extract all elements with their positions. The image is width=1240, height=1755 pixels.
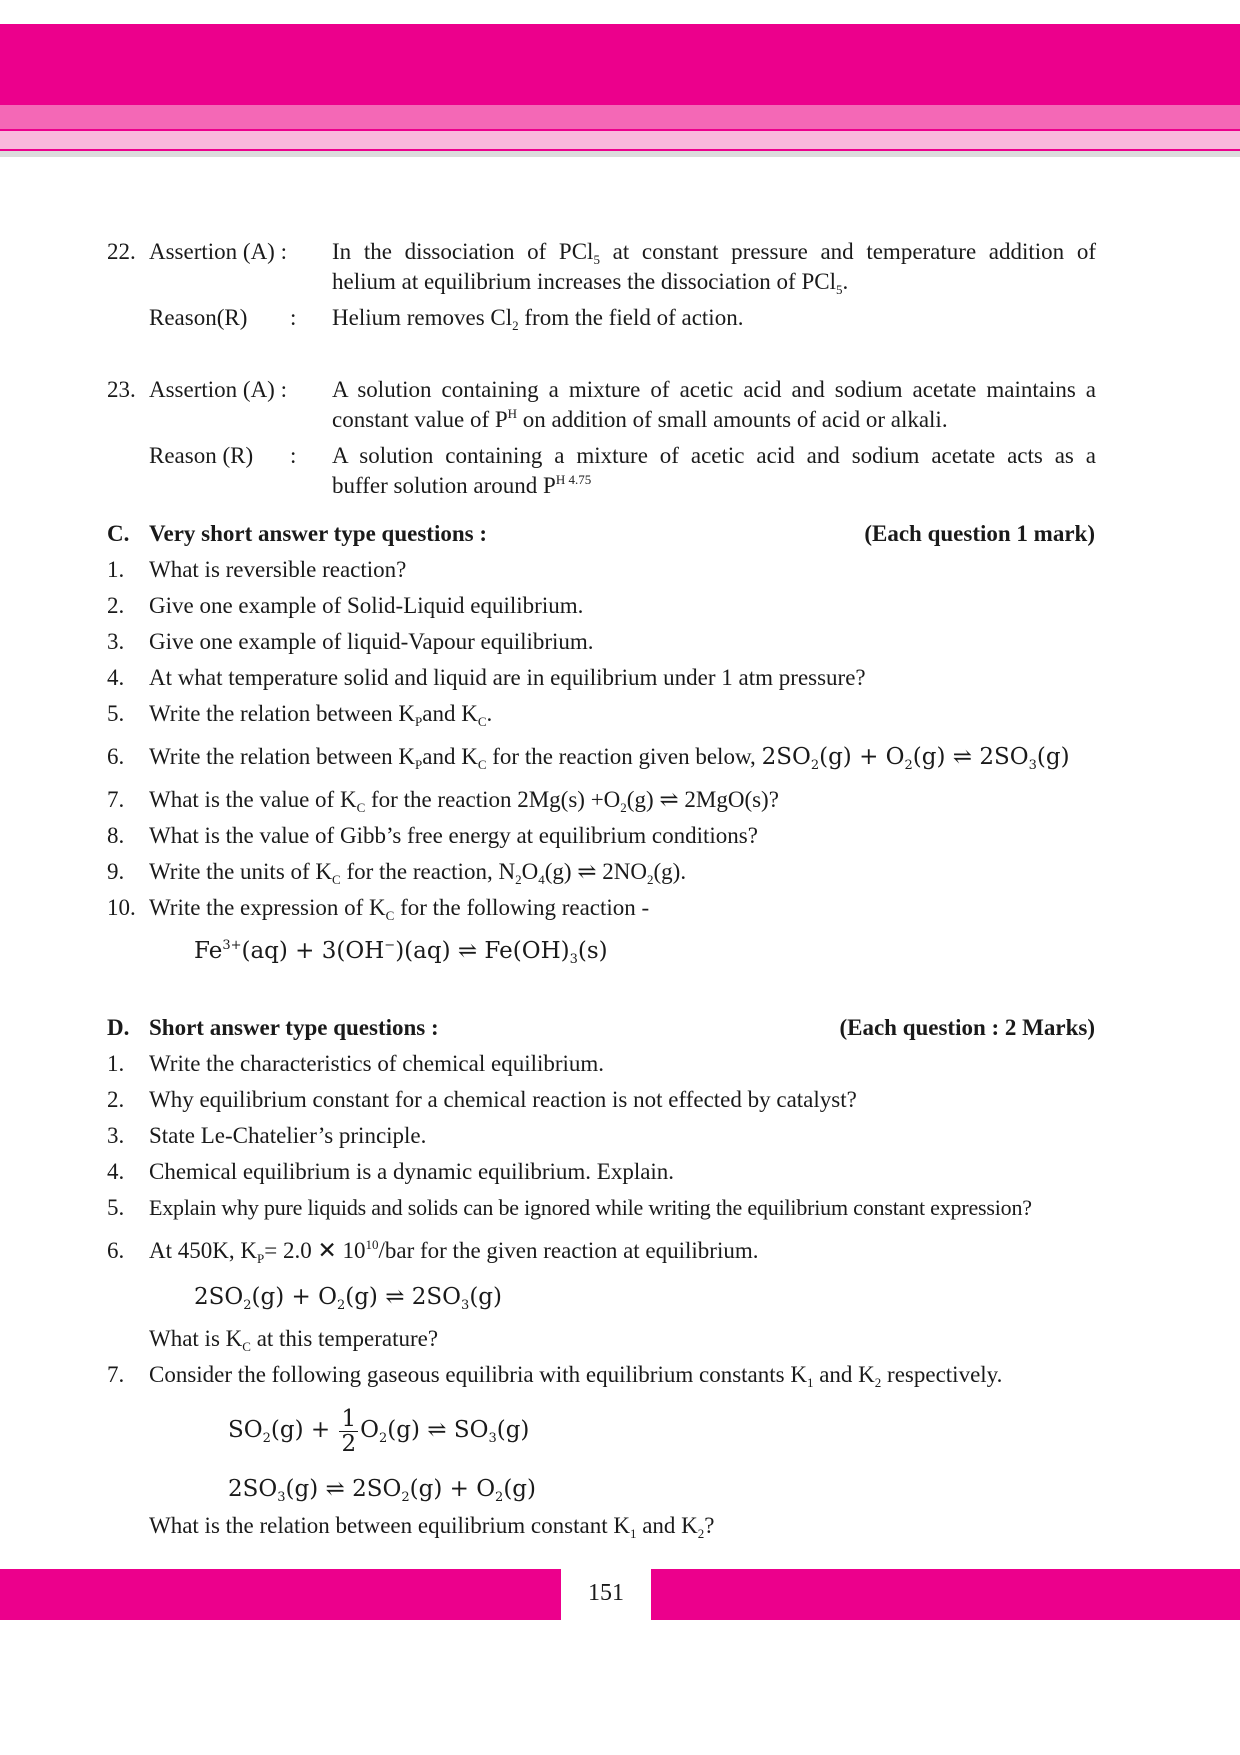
- section-title: Very short answer type questions :: [149, 521, 487, 546]
- assertion-label: Assertion (A) :: [149, 239, 287, 264]
- list-item-number: 7.: [107, 787, 125, 812]
- reason-colon: :: [290, 305, 297, 330]
- reason-label: Reason (R): [149, 443, 254, 468]
- header-band-middle: [0, 105, 1240, 129]
- header-band-light: [0, 131, 1240, 149]
- list-item: What is the value of $K_C$ for the reaction $2Mg(s) +O_2(g)$ ⇌ 2MgO(s)?: [149, 787, 779, 815]
- list-item-number: 2.: [107, 593, 125, 618]
- section-title: Short answer type questions :: [149, 1015, 439, 1040]
- list-item: Write the relation between $K_Pand$ $K_C$.: [149, 701, 493, 729]
- follow-up-question: What is $K_C$ at this temperature?: [149, 1326, 439, 1354]
- list-item: At what temperature solid and liquid are in equilibrium under 1 atm pressure?: [149, 665, 866, 690]
- assertion-label: Assertion (A) :: [149, 377, 287, 402]
- reason-text: Helium removes $Cl_2$ from the field of action.: [332, 305, 744, 333]
- list-item: Chemical equilibrium is a dynamic equilibrium. Explain.: [149, 1159, 675, 1184]
- list-item-number: 8.: [107, 823, 125, 848]
- chemical-equation: $2SO_3(g)$ ⇌ $2SO_2(g) + O_2(g)$: [228, 1476, 536, 1505]
- reason-colon: :: [290, 443, 297, 468]
- list-item: What is reversible reaction?: [149, 557, 407, 582]
- footer-band-left: [0, 1569, 561, 1620]
- list-item: Give one example of Solid-Liquid equilibrium.: [149, 593, 584, 618]
- list-item-number: 3.: [107, 629, 125, 654]
- list-item-number: 5.: [107, 701, 125, 726]
- chemical-equation: $SO_2(g)$ + $\frac{1}{2}$ $O_2(g)$ ⇌ $SO_3(g)$: [228, 1405, 530, 1457]
- chemical-equation: $2SO_2(g) + O_2(g)$ ⇌ $2SO_3(g)$: [761, 744, 1070, 773]
- header-band-gray: [0, 151, 1240, 157]
- list-item-number: 1.: [107, 1051, 125, 1076]
- list-item: What is the value of Gibb’s free energy at equilibrium conditions?: [149, 823, 758, 848]
- section-marks: (Each question : 2 Marks): [839, 1015, 1095, 1040]
- assertion-text: A solution containing a mixture of acetic acid and sodium acetate maintains a constant value of $P^H$ on addition of small amounts of acid or alkali.: [332, 377, 1096, 432]
- fraction-one-half: $\frac{1}{2}$: [341, 1405, 357, 1457]
- list-item-number: 6.: [107, 1238, 125, 1263]
- list-item-number: 6.: [107, 744, 125, 769]
- list-item: Write the characteristics of chemical equilibrium.: [149, 1051, 605, 1076]
- list-item: State Le-Chatelier’s principle.: [149, 1123, 427, 1148]
- section-letter: C.: [107, 521, 130, 546]
- list-item-number: 4.: [107, 1159, 125, 1184]
- times-icon: ✕: [317, 1238, 337, 1264]
- list-item: Consider the following gaseous equilibria with equilibrium constants $K_1$ and $K_2$ respectively.: [149, 1362, 1003, 1390]
- list-item-number: 4.: [107, 665, 125, 690]
- list-item-number: 1.: [107, 557, 125, 582]
- question-number: 22.: [107, 239, 136, 264]
- page-number: 151: [588, 1580, 624, 1606]
- header-band-top: [0, 24, 1240, 105]
- reason-label: Reason(R): [149, 305, 248, 330]
- footer-band-right: [651, 1569, 1240, 1620]
- list-item: Write the relation between $K_Pand$ $K_C$ for the reaction given below, $2SO_2(g) + O_2(g)$ ⇌ $2SO_3(g)$: [149, 744, 1070, 773]
- list-item: Write the expression of $K_C$ for the following reaction -: [149, 895, 650, 923]
- section-letter: D.: [107, 1015, 130, 1040]
- list-item: Give one example of liquid-Vapour equilibrium.: [149, 629, 594, 654]
- list-item-number: 3.: [107, 1123, 125, 1148]
- reason-text: A solution containing a mixture of acetic acid and sodium acetate acts as a buffer solution around $P^{H 4.75}$: [332, 443, 1096, 498]
- follow-up-question: What is the relation between equilibrium constant $K_1$ and $K_2$?: [149, 1513, 715, 1541]
- question-number: 23.: [107, 377, 136, 402]
- list-item-number: 7.: [107, 1362, 125, 1387]
- chemical-equation: $2SO_2(g) + O_2(g)$ ⇌ $2SO_3(g)$: [194, 1284, 502, 1313]
- list-item: At 450K, $K_P= 2.0$ ✕ $10^{10}$/bar for the given reaction at equilibrium.: [149, 1237, 759, 1266]
- list-item-number: 10.: [107, 895, 136, 920]
- chemical-equation: $Fe^{3+}(aq) + 3(OH^-)(aq)$ ⇌ $Fe(OH)_3(s)$: [194, 938, 608, 967]
- list-item-number: 2.: [107, 1087, 125, 1112]
- list-item: Explain why pure liquids and solids can be ignored while writing the equilibrium constant expression?: [149, 1195, 1032, 1220]
- list-item-number: 9.: [107, 859, 125, 884]
- section-marks: (Each question 1 mark): [864, 521, 1095, 546]
- assertion-text: In the dissociation of PCl$_5$ at constant pressure and temperature addition of helium at equilibrium increases the dissociation of PCl$_5$.: [332, 239, 1096, 297]
- list-item: Why equilibrium constant for a chemical reaction is not effected by catalyst?: [149, 1087, 857, 1112]
- list-item: Write the units of $K_C$ for the reaction, $N_2O_4(g)$ ⇌ $2NO_2(g)$.: [149, 859, 687, 887]
- list-item-number: 5.: [107, 1195, 125, 1220]
